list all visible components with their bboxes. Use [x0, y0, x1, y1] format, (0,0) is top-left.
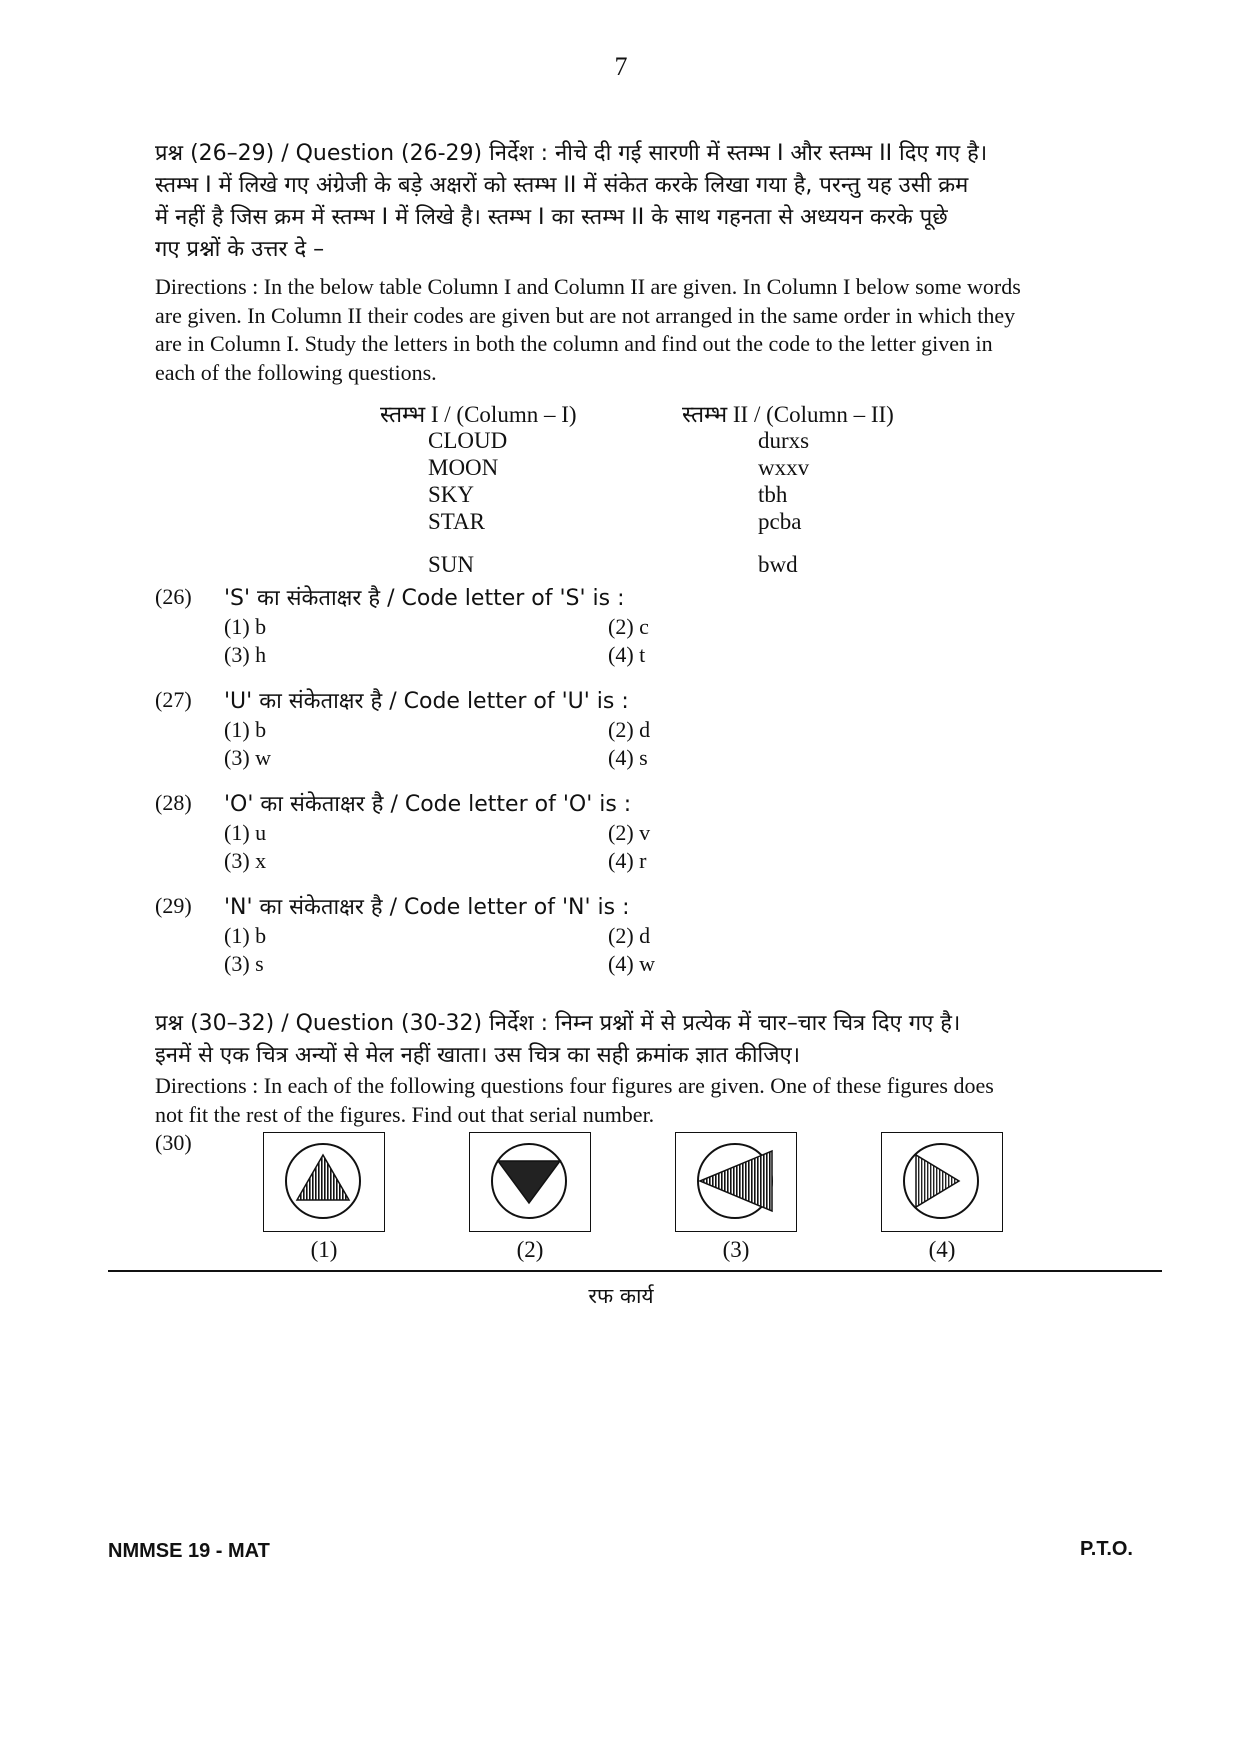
directions-line: स्तम्भ I में लिखे गए अंग्रेजी के बड़े अक्षरों को स्तम्भ II में संकेत करके लिखा गया है, परन्तु यह उसी क्रम: [155, 173, 969, 198]
circle-triangle-up-icon: [264, 1133, 383, 1230]
figure-option-4[interactable]: [881, 1132, 1003, 1232]
question-number: (28): [155, 790, 192, 815]
directions-line: इनमें से एक चित्र अन्यों से मेल नहीं खाता। उस चित्र का सही क्रमांक ज्ञात कीजिए।: [155, 1043, 801, 1068]
option[interactable]: (2) v: [608, 820, 651, 845]
figure-label: (3): [722, 1237, 750, 1262]
column2-item: pcba: [758, 509, 802, 534]
section2-english-directions: [155, 1072, 994, 1129]
page-number: 7: [614, 52, 628, 81]
column1-header: स्तम्भ I / (Column – I): [380, 402, 577, 427]
column2-item: wxxv: [758, 455, 810, 480]
directions-line: are given. In Column II their codes are given but are not arranged in the same order in which they: [155, 302, 1016, 328]
question-number: (27): [155, 687, 192, 712]
option[interactable]: (1) b: [224, 717, 267, 742]
question-number: (26): [155, 584, 192, 609]
column1-item: SUN: [428, 552, 475, 577]
rough-work-label: रफ कार्य: [588, 1284, 654, 1308]
divider: [108, 1270, 1162, 1272]
directions-line: गए प्रश्नों के उत्तर दे –: [155, 237, 325, 262]
directions-line: each of the following questions.: [155, 359, 437, 385]
circle-triangle-left-icon: [676, 1133, 795, 1230]
option[interactable]: (2) d: [608, 717, 651, 742]
question-stem: 'O' का संकेताक्षर है / Code letter of 'O' is :: [224, 792, 632, 817]
option[interactable]: (2) c: [608, 614, 649, 639]
option[interactable]: (1) u: [224, 820, 267, 845]
directions-line: Directions : In the below table Column I and Column II are given. In Column I below some words: [155, 274, 1021, 299]
figure-option-1[interactable]: [263, 1132, 385, 1232]
directions-line: प्रश्न (30–32) / Question (30-32) निर्देश : निम्न प्रश्नों में से प्रत्येक में चार–चार चित्र दिए गए है।: [155, 1011, 961, 1036]
option[interactable]: (3) h: [224, 642, 267, 667]
question-number: (29): [155, 893, 192, 918]
figure-label: (2): [516, 1237, 544, 1262]
footer-exam-code: NMMSE 19 - MAT: [108, 1540, 270, 1562]
option[interactable]: (3) s: [224, 951, 264, 976]
column2-item: bwd: [758, 552, 798, 577]
option[interactable]: (3) w: [224, 745, 272, 770]
figure-option-3[interactable]: [675, 1132, 797, 1232]
column1-item: MOON: [428, 455, 499, 480]
option[interactable]: (4) s: [608, 745, 648, 770]
option[interactable]: (3) x: [224, 848, 267, 873]
figure-label: (1): [310, 1237, 338, 1262]
figure-label: (4): [928, 1237, 956, 1262]
directions-line: में नहीं है जिस क्रम में स्तम्भ I में लिखे है। स्तम्भ I का स्तम्भ II के साथ गहनता से अध्ययन करके पूछे: [155, 205, 948, 230]
question-number: (30): [155, 1130, 192, 1155]
column2-header: स्तम्भ II / (Column – II): [682, 402, 894, 427]
question-stem: 'U' का संकेताक्षर है / Code letter of 'U' is :: [224, 689, 629, 714]
directions-line: Directions : In each of the following questions four figures are given. One of these figures does: [155, 1073, 994, 1098]
column2-item: durxs: [758, 428, 810, 453]
directions-line: not fit the rest of the figures. Find out that serial number.: [155, 1101, 655, 1127]
column1-item: STAR: [428, 509, 485, 534]
option[interactable]: (1) b: [224, 614, 267, 639]
option[interactable]: (1) b: [224, 923, 267, 948]
column1-item: SKY: [428, 482, 475, 507]
section1-english-directions: [155, 273, 1021, 387]
section2-hindi-directions: [155, 1008, 960, 1072]
figure-option-2[interactable]: [469, 1132, 591, 1232]
option[interactable]: (2) d: [608, 923, 651, 948]
column2-item: tbh: [758, 482, 788, 507]
question-stem: 'N' का संकेताक्षर है / Code letter of 'N' is :: [224, 895, 630, 920]
footer-pto: P.T.O.: [1080, 1538, 1133, 1560]
directions-line: are in Column I. Study the letters in both the column and find out the code to the letter given in: [155, 331, 993, 356]
circle-triangle-right-icon: [882, 1133, 1001, 1230]
section1-hindi-directions: [155, 138, 987, 266]
column1-item: CLOUD: [428, 428, 508, 453]
directions-line: प्रश्न (26–29) / Question (26-29) निर्देश : नीचे दी गई सारणी में स्तम्भ I और स्तम्भ II दिए गए है।: [155, 141, 988, 166]
option[interactable]: (4) r: [608, 848, 647, 873]
question-stem: 'S' का संकेताक्षर है / Code letter of 'S' is :: [224, 586, 625, 611]
circle-triangle-down-icon: [470, 1133, 589, 1230]
option[interactable]: (4) w: [608, 951, 656, 976]
option[interactable]: (4) t: [608, 642, 646, 667]
